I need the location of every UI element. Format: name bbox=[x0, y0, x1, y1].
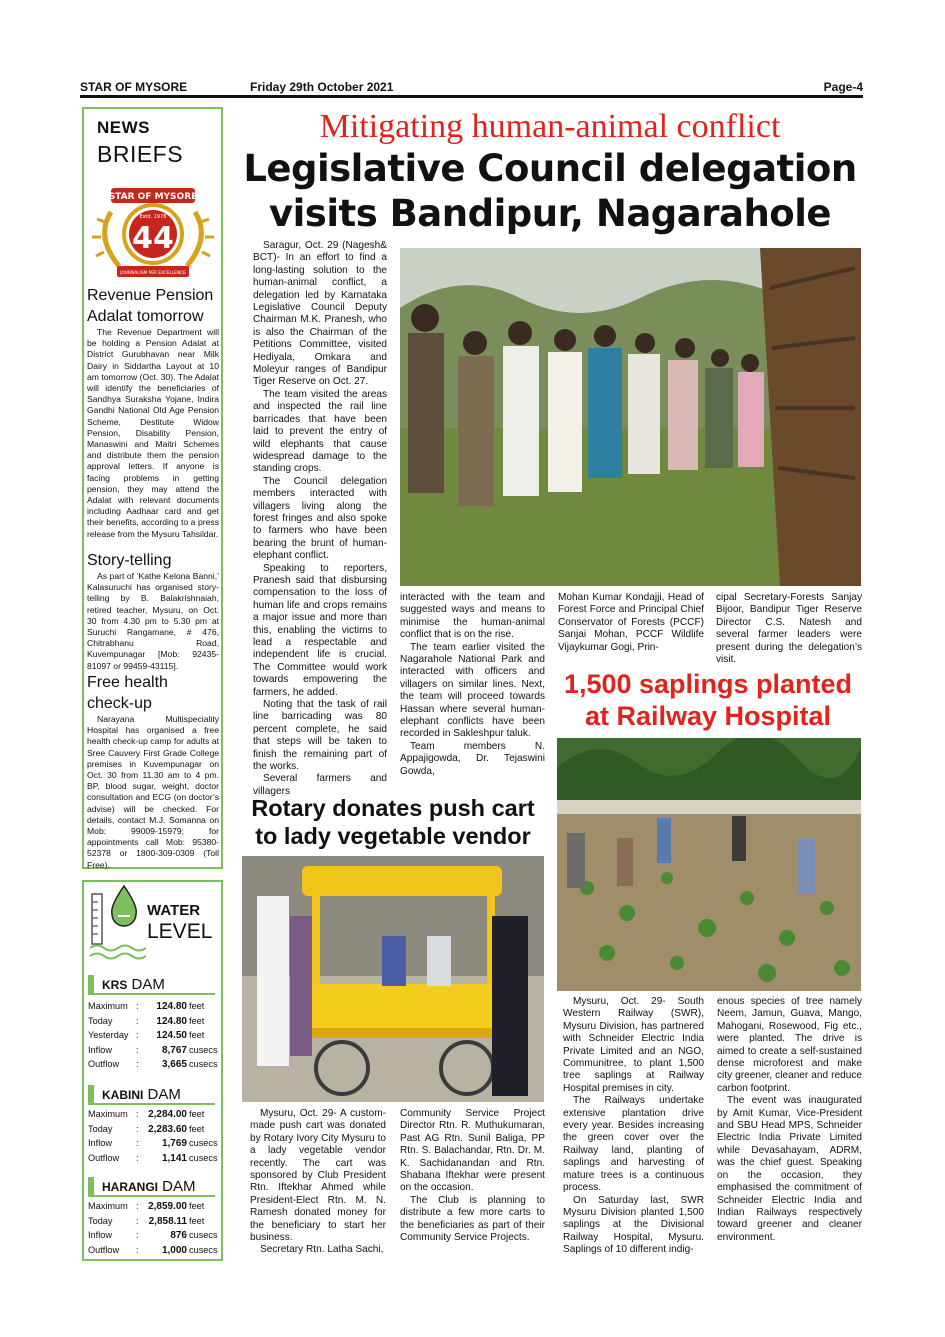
issue-date: Friday 29th October 2021 bbox=[250, 80, 394, 94]
lead-kicker: Mitigating human-animal conflict bbox=[319, 108, 781, 145]
dam-row: Maximum : 2,284.00 feet bbox=[88, 1109, 205, 1120]
dam-row: Today : 124.80 feet bbox=[88, 1015, 205, 1027]
delegation-group-photo bbox=[400, 248, 861, 586]
brief-head-pension: Revenue Pension Adalat tomorrow bbox=[87, 287, 214, 325]
masthead-rule bbox=[80, 95, 863, 98]
dam-row: Yesterday : 124.50 feet bbox=[88, 1030, 205, 1041]
dam-row: Today : 2,283.60 feet bbox=[88, 1123, 205, 1135]
dam-row: Outflow : 3,665 cusecs bbox=[88, 1059, 218, 1070]
logo-number: 44 bbox=[132, 221, 174, 256]
paper-name: STAR OF MYSORE bbox=[80, 80, 188, 94]
brief-head-health: Free health check-up bbox=[87, 674, 168, 712]
dam-row: Maximum : 124.80 feet bbox=[88, 1001, 205, 1012]
dam-row: Inflow : 8,767 cusecs bbox=[88, 1044, 218, 1056]
rotary-column-2: Community Service Project Director Rtn. R. Muthukumaran, Past AG Rtn. Sunil Baliga, PP Rtn. S. Balachandar, Rtn. Dr. M. K. Sachidanandan and Rtn. Shabana Iftekhar were present on the occasion. The Club is planning to distribute a few more carts to the beneficiaries as part of their Community Service Projects. bbox=[400, 1108, 545, 1244]
rotary-headline: Rotary donates push cart to lady vegetable vendor bbox=[251, 795, 535, 849]
dam-row: Inflow : 1,769 cusecs bbox=[88, 1138, 218, 1149]
dam-row: Today : 2,858.11 feet bbox=[88, 1215, 205, 1227]
saplings-headline: 1,500 saplings planted at Railway Hospital bbox=[563, 669, 853, 731]
dam-tab-krs: KRS DAM bbox=[88, 975, 215, 995]
briefs-title-news: NEWS bbox=[97, 118, 150, 137]
brief-body-pension: The Revenue Department will be holding a Pension Adalat at District Gurubhavan near Milk Dairy in Siddartha Layout at 10 am tomorrow (Oct. 30). The Adalat will identify the beneficiaries of Sandhya Suraksha Yojane, Indira Gandhi National Old Age Pension Scheme, Destitute Widow Pension, Disability Pension, Manaswini and Maitri Schemes and distribute them the pension approval letters. If anyone is facing problems in getting pension, they may attend the Adalat with relevant documents including Aadhaar card and get their benefits, according to a press release from the Mysuru Tahsildar. bbox=[87, 327, 219, 539]
push-cart-photo bbox=[242, 856, 544, 1102]
logo-estd: Estd. 1978 bbox=[139, 214, 167, 220]
rotary-column-1: Mysuru, Oct. 29- A custom-made push cart was donated by Rotary Ivory City Mysuru to a lady vegetable vendor recently. The cart was sponsored by Club President Rtn. Iftekhar Ahmed while President-Elect Rtn. M. N. Ramesh donated money for the beneficiary to start her business. Secretary Rtn. Latha Sachi, bbox=[250, 1108, 386, 1256]
lead-column-4: cipal Secretary-Forests Sanjay Bijoor, Bandipur Tiger Reserve Director C.S. Natesh and several farmer leaders were present during the delegation’s visit. bbox=[716, 592, 862, 666]
lead-column-3: Mohan Kumar Kondajji, Head of Forest Force and Principal Chief Conservator of Forests (PCCF) Sanjai Mohan, PCCF Wildlife Vijaykumar Gogi, Prin- bbox=[558, 592, 704, 653]
water-title: WATER bbox=[147, 902, 201, 919]
saplings-column-2: enous species of tree namely Neem, Jamun, Guava, Mango, Mahogani, Rosewood, Fig etc., were planted. The drive is aimed to create a self-sustained dense microforest and make city greener, cleaner and reduce carbon footprint. The event was inaugurated by Amit Kumar, Vice-President and SBU Head MPS, Schneider Electric India Private Limited while Devasahayam, ADRM, was the chief guest. Speaking on the occasion, they emphasised the commitment of Schneider Electric India and Indian Railways respectively toward greener and cleaner environment. bbox=[717, 996, 862, 1243]
dam-tab-harangi: HARANGI DAM bbox=[88, 1177, 215, 1197]
lead-headline: Legislative Council delegation visits Bandipur, Nagarahole bbox=[243, 147, 857, 235]
dam-row: Inflow : 876 cusecs bbox=[88, 1230, 218, 1241]
brief-body-story: As part of ‘Kathe Kelona Banni,’ Kalasuruchi has organised story-telling by B. Balakrishnaiah, retired teacher, Mysuru, on Oct. 30 from 4.30 pm to 5.30 pm at Suruchi Rangamane, # 476, Chitrabhanu Road, Kuvempunagar [Mob: 92435-81097 or 99459-43115]. bbox=[87, 571, 219, 671]
dam-row: Maximum : 2,859.00 feet bbox=[88, 1201, 205, 1212]
saplings-column-1: Mysuru, Oct. 29- South Western Railway (SWR), Mysuru Division, has partnered with Schneider Electric India Private Limited and an NGO, Communitree, to plant 1,500 tree saplings at Railway Hospital premises in city. The Railways undertake extensive plantation drive every year. Besides increasing the green cover over the Railway land, planting of saplings and harvesting of mature trees is a continuous process. On Saturday last, SWR Mysuru Division planted 1,500 saplings at the Divisional Railway Hospital, Mysuru. Saplings of 10 different indig- bbox=[563, 996, 704, 1256]
dam-row: Outflow : 1,141 cusecs bbox=[88, 1152, 218, 1164]
lead-column-2: interacted with the team and suggested ways and means to minimise the human-animal conflict that is on the rise. The team earlier visited the Nagarahole National Park and interacted with officers and villagers on similar lines. Next, the team will proceed towards Hassan where several human-elephant conflicts have been recorded in Sakleshpur taluk. Team members N. Appajigowda, Dr. Tejaswini Gowda, bbox=[400, 592, 545, 777]
lead-column-1: Saragur, Oct. 29 (Nagesh& BCT)- In an effort to find a long-lasting solution to the human-animal conflict, a delegation led by Karnataka Legislative Council Deputy Chairman M.K. Pranesh, who is also the Chairman of the Petitions Committee, visited Hediyala, Omkara and Moleyur ranges of Bandipur Tiger Reserve on Oct. 27. The team visited the areas and inspected the rail line barricades that have been laid to prevent the entry of wild elephants that cause widespread damage to the standing crops. The Council delegation members interacted with villagers living along the forest fringes and also spoke to farmers who have been bearing the brunt of human-elephant conflict. Speaking to reporters, Pranesh said that disbursing compensation to the loss of human life and crops remains a major issue and more than this, enabling the victims to lead a respectable and independent life is crucial. The Committee would work towards empowering the farmers, he added. Noting that the task of rail line barricading was 80 percent complete, he said that steps will be taken to finish the remaining part of the works. Several farmers and villagers bbox=[253, 240, 387, 797]
level-title: LEVEL bbox=[147, 920, 213, 943]
brief-body-health: Narayana Multispeciality Hospital has organised a free health check-up camp for adults at Sree Cauvery First Grade College premises in Kuvempunagar on Oct. 30 from 11.30 am to 4 pm. BP, blood sugar, weight, doctor consultation and ECG (on doctor’s advise) will be checked. For details, contact M.J. Somanna on Mob: 99009-15979; for appointments call Mob: 95380-52378 or 1800-309-0309 (Toll Free). bbox=[87, 714, 219, 870]
water-gauge-icon bbox=[90, 884, 146, 964]
briefs-title-briefs: BRIEFS bbox=[97, 141, 184, 167]
logo-motto: JOURNALISM PER EXCELLENCE bbox=[120, 271, 186, 276]
sapling-planting-photo bbox=[557, 738, 861, 991]
dam-row: Outflow : 1,000 cusecs bbox=[88, 1244, 218, 1256]
page-number: Page-4 bbox=[823, 80, 863, 94]
logo-top-text: STAR OF MYSORE bbox=[108, 192, 198, 202]
brief-head-story: Story-telling bbox=[87, 552, 172, 569]
star-of-mysore-44-logo bbox=[89, 182, 217, 284]
masthead bbox=[80, 78, 863, 94]
dam-tab-kabini: KABINI DAM bbox=[88, 1085, 215, 1105]
